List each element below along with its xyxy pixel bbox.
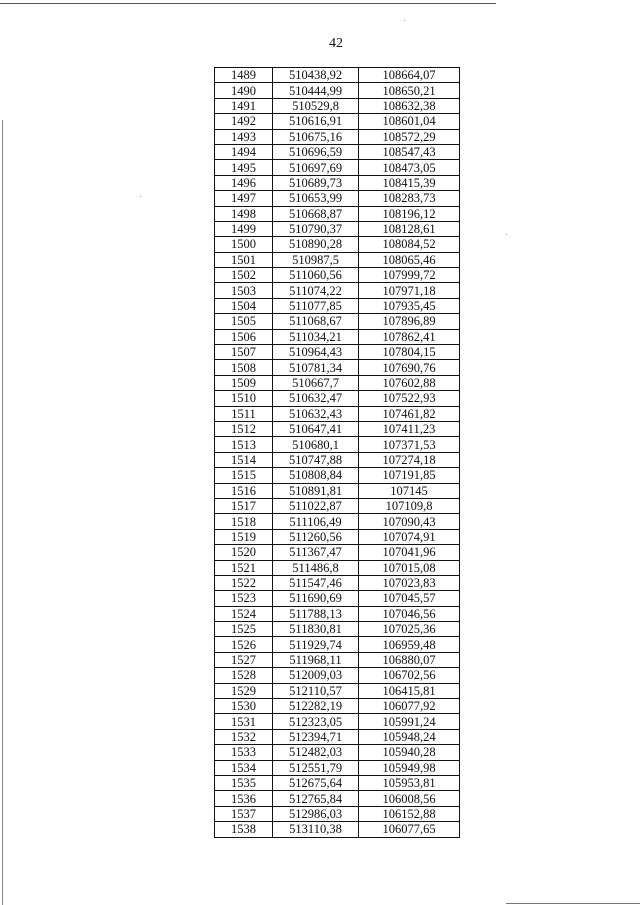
point-number-cell: 1491 bbox=[215, 98, 273, 113]
table-row bbox=[215, 437, 460, 452]
point-number-cell: 1535 bbox=[215, 775, 273, 790]
x-coordinate-cell: 510790,37 bbox=[273, 221, 359, 236]
table-row bbox=[215, 775, 460, 790]
y-coordinate-cell: 107045,57 bbox=[359, 591, 460, 606]
x-coordinate-cell: 510529,8 bbox=[273, 98, 359, 113]
y-coordinate-cell: 108664,07 bbox=[359, 68, 460, 83]
x-coordinate-cell: 510632,43 bbox=[273, 406, 359, 421]
table-row bbox=[215, 729, 460, 744]
point-number-cell: 1510 bbox=[215, 391, 273, 406]
table-row bbox=[215, 144, 460, 159]
point-number-cell: 1533 bbox=[215, 745, 273, 760]
table-row bbox=[215, 421, 460, 436]
x-coordinate-cell: 512765,84 bbox=[273, 791, 359, 806]
point-number-cell: 1534 bbox=[215, 760, 273, 775]
x-coordinate-cell: 511929,74 bbox=[273, 637, 359, 652]
x-coordinate-cell: 510632,47 bbox=[273, 391, 359, 406]
x-coordinate-cell: 510680,1 bbox=[273, 437, 359, 452]
x-coordinate-cell: 510891,81 bbox=[273, 483, 359, 498]
point-number-cell: 1522 bbox=[215, 575, 273, 590]
point-number-cell: 1515 bbox=[215, 468, 273, 483]
y-coordinate-cell: 108196,12 bbox=[359, 206, 460, 221]
x-coordinate-cell: 512323,05 bbox=[273, 714, 359, 729]
point-number-cell: 1495 bbox=[215, 160, 273, 175]
table-row bbox=[215, 160, 460, 175]
table-row bbox=[215, 560, 460, 575]
y-coordinate-cell: 107025,36 bbox=[359, 622, 460, 637]
point-number-cell: 1501 bbox=[215, 252, 273, 267]
table-row bbox=[215, 283, 460, 298]
x-coordinate-cell: 510697,69 bbox=[273, 160, 359, 175]
y-coordinate-cell: 108415,39 bbox=[359, 175, 460, 190]
x-coordinate-cell: 511077,85 bbox=[273, 298, 359, 313]
point-number-cell: 1506 bbox=[215, 329, 273, 344]
point-number-cell: 1504 bbox=[215, 298, 273, 313]
x-coordinate-cell: 512551,79 bbox=[273, 760, 359, 775]
y-coordinate-cell: 108283,73 bbox=[359, 191, 460, 206]
point-number-cell: 1536 bbox=[215, 791, 273, 806]
point-number-cell: 1498 bbox=[215, 206, 273, 221]
y-coordinate-cell: 107602,88 bbox=[359, 375, 460, 390]
point-number-cell: 1512 bbox=[215, 421, 273, 436]
point-number-cell: 1520 bbox=[215, 545, 273, 560]
point-number-cell: 1500 bbox=[215, 237, 273, 252]
table-row bbox=[215, 191, 460, 206]
x-coordinate-cell: 511788,13 bbox=[273, 606, 359, 621]
y-coordinate-cell: 107046,56 bbox=[359, 606, 460, 621]
x-coordinate-cell: 511690,69 bbox=[273, 591, 359, 606]
table-row bbox=[215, 652, 460, 667]
table-row bbox=[215, 406, 460, 421]
point-number-cell: 1505 bbox=[215, 314, 273, 329]
table-row bbox=[215, 314, 460, 329]
y-coordinate-cell: 105953,81 bbox=[359, 775, 460, 790]
table-row bbox=[215, 822, 460, 837]
table-row bbox=[215, 668, 460, 683]
scan-border-bottom bbox=[506, 903, 640, 904]
point-number-cell: 1516 bbox=[215, 483, 273, 498]
x-coordinate-cell: 510667,7 bbox=[273, 375, 359, 390]
y-coordinate-cell: 107191,85 bbox=[359, 468, 460, 483]
y-coordinate-cell: 107015,08 bbox=[359, 560, 460, 575]
point-number-cell: 1499 bbox=[215, 221, 273, 236]
x-coordinate-cell: 510689,73 bbox=[273, 175, 359, 190]
x-coordinate-cell: 511068,67 bbox=[273, 314, 359, 329]
y-coordinate-cell: 107041,96 bbox=[359, 545, 460, 560]
point-number-cell: 1511 bbox=[215, 406, 273, 421]
x-coordinate-cell: 510890,28 bbox=[273, 237, 359, 252]
y-coordinate-cell: 106152,88 bbox=[359, 806, 460, 821]
scan-border-left bbox=[2, 120, 3, 905]
x-coordinate-cell: 512009,03 bbox=[273, 668, 359, 683]
y-coordinate-cell: 107461,82 bbox=[359, 406, 460, 421]
table-row bbox=[215, 622, 460, 637]
point-number-cell: 1532 bbox=[215, 729, 273, 744]
table-row bbox=[215, 114, 460, 129]
table-row bbox=[215, 129, 460, 144]
table-row bbox=[215, 529, 460, 544]
x-coordinate-cell: 512110,57 bbox=[273, 683, 359, 698]
x-coordinate-cell: 510808,84 bbox=[273, 468, 359, 483]
x-coordinate-cell: 512482,03 bbox=[273, 745, 359, 760]
x-coordinate-cell: 510438,92 bbox=[273, 68, 359, 83]
x-coordinate-cell: 510675,16 bbox=[273, 129, 359, 144]
table-row bbox=[215, 745, 460, 760]
scan-border-top bbox=[0, 3, 496, 4]
scan-speck bbox=[404, 20, 405, 21]
x-coordinate-cell: 512394,71 bbox=[273, 729, 359, 744]
point-number-cell: 1538 bbox=[215, 822, 273, 837]
table-row bbox=[215, 83, 460, 98]
point-number-cell: 1529 bbox=[215, 683, 273, 698]
x-coordinate-cell: 510668,87 bbox=[273, 206, 359, 221]
point-number-cell: 1502 bbox=[215, 268, 273, 283]
table-row bbox=[215, 683, 460, 698]
page-number: 42 bbox=[329, 36, 343, 51]
y-coordinate-cell: 106880,07 bbox=[359, 652, 460, 667]
table-row bbox=[215, 221, 460, 236]
x-coordinate-cell: 511968,11 bbox=[273, 652, 359, 667]
y-coordinate-cell: 108601,04 bbox=[359, 114, 460, 129]
x-coordinate-cell: 513110,38 bbox=[273, 822, 359, 837]
x-coordinate-cell: 512282,19 bbox=[273, 699, 359, 714]
table-row bbox=[215, 606, 460, 621]
x-coordinate-cell: 511830,81 bbox=[273, 622, 359, 637]
x-coordinate-cell: 510647,41 bbox=[273, 421, 359, 436]
point-number-cell: 1514 bbox=[215, 452, 273, 467]
table-row bbox=[215, 483, 460, 498]
y-coordinate-cell: 107862,41 bbox=[359, 329, 460, 344]
point-number-cell: 1519 bbox=[215, 529, 273, 544]
x-coordinate-cell: 511074,22 bbox=[273, 283, 359, 298]
table-row bbox=[215, 637, 460, 652]
table-row bbox=[215, 452, 460, 467]
x-coordinate-cell: 510964,43 bbox=[273, 345, 359, 360]
table-row bbox=[215, 237, 460, 252]
point-number-cell: 1507 bbox=[215, 345, 273, 360]
y-coordinate-cell: 106077,92 bbox=[359, 699, 460, 714]
y-coordinate-cell: 108128,61 bbox=[359, 221, 460, 236]
y-coordinate-cell: 107522,93 bbox=[359, 391, 460, 406]
point-number-cell: 1517 bbox=[215, 498, 273, 513]
y-coordinate-cell: 107145 bbox=[359, 483, 460, 498]
y-coordinate-cell: 107690,76 bbox=[359, 360, 460, 375]
coordinates-table-body bbox=[215, 68, 460, 838]
coordinates-table bbox=[214, 67, 460, 838]
x-coordinate-cell: 512675,64 bbox=[273, 775, 359, 790]
y-coordinate-cell: 108473,05 bbox=[359, 160, 460, 175]
y-coordinate-cell: 107804,15 bbox=[359, 345, 460, 360]
table-row bbox=[215, 760, 460, 775]
table-row bbox=[215, 575, 460, 590]
point-number-cell: 1531 bbox=[215, 714, 273, 729]
y-coordinate-cell: 105991,24 bbox=[359, 714, 460, 729]
table-row bbox=[215, 360, 460, 375]
y-coordinate-cell: 106415,81 bbox=[359, 683, 460, 698]
point-number-cell: 1493 bbox=[215, 129, 273, 144]
table-row bbox=[215, 206, 460, 221]
point-number-cell: 1496 bbox=[215, 175, 273, 190]
y-coordinate-cell: 107971,18 bbox=[359, 283, 460, 298]
x-coordinate-cell: 512986,03 bbox=[273, 806, 359, 821]
x-coordinate-cell: 511486,8 bbox=[273, 560, 359, 575]
point-number-cell: 1508 bbox=[215, 360, 273, 375]
point-number-cell: 1497 bbox=[215, 191, 273, 206]
y-coordinate-cell: 108572,29 bbox=[359, 129, 460, 144]
y-coordinate-cell: 106008,56 bbox=[359, 791, 460, 806]
y-coordinate-cell: 108084,52 bbox=[359, 237, 460, 252]
table-row bbox=[215, 391, 460, 406]
table-row bbox=[215, 252, 460, 267]
table-row bbox=[215, 545, 460, 560]
point-number-cell: 1530 bbox=[215, 699, 273, 714]
table-row bbox=[215, 175, 460, 190]
table-row bbox=[215, 806, 460, 821]
y-coordinate-cell: 107999,72 bbox=[359, 268, 460, 283]
scan-speck bbox=[506, 234, 507, 235]
table-row bbox=[215, 98, 460, 113]
x-coordinate-cell: 511060,56 bbox=[273, 268, 359, 283]
table-row bbox=[215, 375, 460, 390]
y-coordinate-cell: 107411,23 bbox=[359, 421, 460, 436]
y-coordinate-cell: 108065,46 bbox=[359, 252, 460, 267]
y-coordinate-cell: 106077,65 bbox=[359, 822, 460, 837]
point-number-cell: 1490 bbox=[215, 83, 273, 98]
x-coordinate-cell: 511034,21 bbox=[273, 329, 359, 344]
y-coordinate-cell: 107896,89 bbox=[359, 314, 460, 329]
x-coordinate-cell: 511367,47 bbox=[273, 545, 359, 560]
point-number-cell: 1489 bbox=[215, 68, 273, 83]
point-number-cell: 1527 bbox=[215, 652, 273, 667]
table-row bbox=[215, 514, 460, 529]
y-coordinate-cell: 106702,56 bbox=[359, 668, 460, 683]
y-coordinate-cell: 105949,98 bbox=[359, 760, 460, 775]
point-number-cell: 1494 bbox=[215, 144, 273, 159]
point-number-cell: 1492 bbox=[215, 114, 273, 129]
point-number-cell: 1513 bbox=[215, 437, 273, 452]
table-row bbox=[215, 791, 460, 806]
x-coordinate-cell: 510444,99 bbox=[273, 83, 359, 98]
table-row bbox=[215, 268, 460, 283]
y-coordinate-cell: 106959,48 bbox=[359, 637, 460, 652]
y-coordinate-cell: 107109,8 bbox=[359, 498, 460, 513]
y-coordinate-cell: 107935,45 bbox=[359, 298, 460, 313]
x-coordinate-cell: 511547,46 bbox=[273, 575, 359, 590]
table-row bbox=[215, 591, 460, 606]
x-coordinate-cell: 510987,5 bbox=[273, 252, 359, 267]
table-row bbox=[215, 68, 460, 83]
point-number-cell: 1525 bbox=[215, 622, 273, 637]
table-row bbox=[215, 714, 460, 729]
table-row bbox=[215, 329, 460, 344]
x-coordinate-cell: 510747,88 bbox=[273, 452, 359, 467]
y-coordinate-cell: 108650,21 bbox=[359, 83, 460, 98]
y-coordinate-cell: 107274,18 bbox=[359, 452, 460, 467]
y-coordinate-cell: 107090,43 bbox=[359, 514, 460, 529]
y-coordinate-cell: 108547,43 bbox=[359, 144, 460, 159]
y-coordinate-cell: 105948,24 bbox=[359, 729, 460, 744]
point-number-cell: 1528 bbox=[215, 668, 273, 683]
y-coordinate-cell: 107074,91 bbox=[359, 529, 460, 544]
point-number-cell: 1526 bbox=[215, 637, 273, 652]
table-row bbox=[215, 468, 460, 483]
table-row bbox=[215, 699, 460, 714]
x-coordinate-cell: 511260,56 bbox=[273, 529, 359, 544]
point-number-cell: 1523 bbox=[215, 591, 273, 606]
point-number-cell: 1503 bbox=[215, 283, 273, 298]
y-coordinate-cell: 107371,53 bbox=[359, 437, 460, 452]
x-coordinate-cell: 510616,91 bbox=[273, 114, 359, 129]
y-coordinate-cell: 108632,38 bbox=[359, 98, 460, 113]
x-coordinate-cell: 510781,34 bbox=[273, 360, 359, 375]
x-coordinate-cell: 511022,87 bbox=[273, 498, 359, 513]
point-number-cell: 1509 bbox=[215, 375, 273, 390]
table-row bbox=[215, 298, 460, 313]
x-coordinate-cell: 510653,99 bbox=[273, 191, 359, 206]
y-coordinate-cell: 107023,83 bbox=[359, 575, 460, 590]
x-coordinate-cell: 510696,59 bbox=[273, 144, 359, 159]
scan-speck bbox=[140, 196, 141, 197]
point-number-cell: 1521 bbox=[215, 560, 273, 575]
point-number-cell: 1537 bbox=[215, 806, 273, 821]
table-row bbox=[215, 498, 460, 513]
table-row bbox=[215, 345, 460, 360]
point-number-cell: 1518 bbox=[215, 514, 273, 529]
point-number-cell: 1524 bbox=[215, 606, 273, 621]
y-coordinate-cell: 105940,28 bbox=[359, 745, 460, 760]
x-coordinate-cell: 511106,49 bbox=[273, 514, 359, 529]
